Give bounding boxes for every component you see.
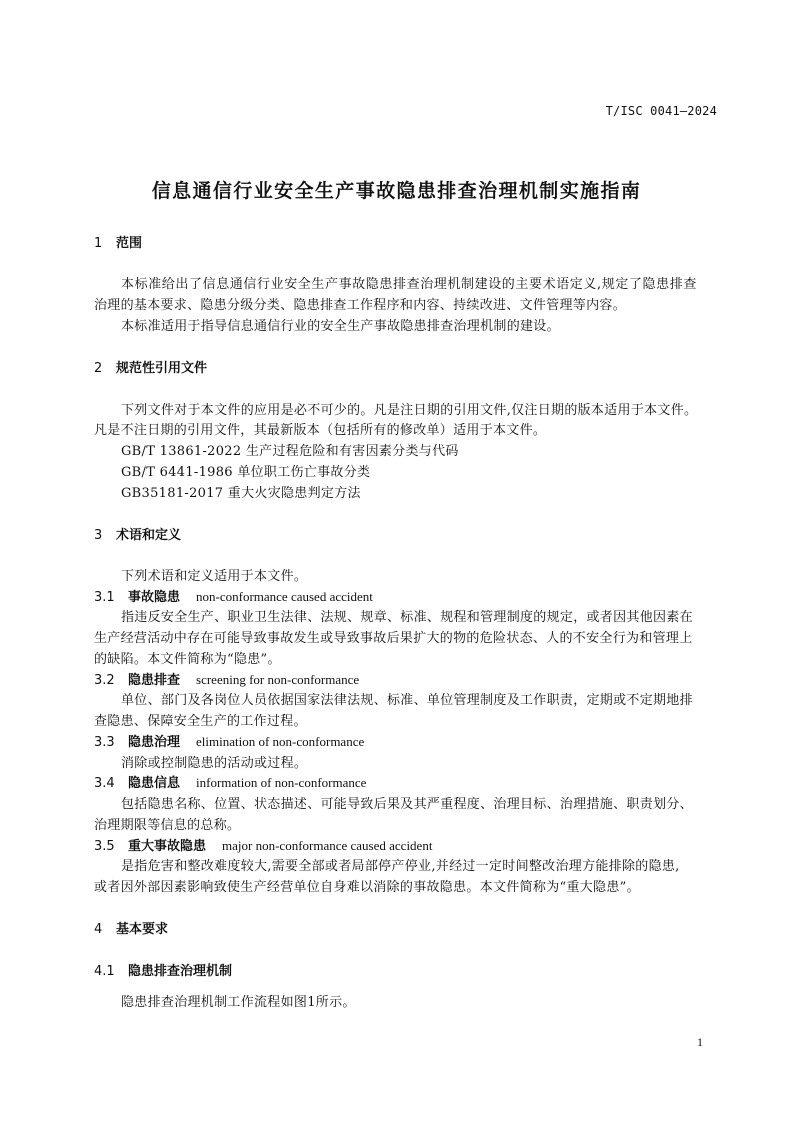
paragraph-line: 治理期限等信息的总称。: [94, 818, 241, 833]
section-3-heading: [94, 524, 181, 543]
paragraph-line: 包括隐患名称、位置、状态描述、可能导致后果及其严重程度、治理目标、治理措施、职责划分、: [121, 797, 693, 812]
paragraph-line: 消除或控制隐患的活动或过程。: [121, 756, 308, 771]
term-number: 3.5: [94, 839, 115, 854]
section-4-heading: [94, 918, 168, 937]
section-title: 范围: [116, 236, 143, 251]
term-english: major non-conformance caused accident: [222, 838, 433, 853]
term-3-3-heading: [94, 731, 364, 750]
term-number: 3.1: [94, 590, 115, 605]
paragraph-line: 本标准给出了信息通信行业安全生产事故隐患排查治理机制建设的主要术语定义,规定了隐患排查: [121, 277, 697, 292]
paragraph-line: 治理的基本要求、隐患分级分类、隐患排查工作程序和内容、持续改进、文件管理等内容。: [94, 298, 627, 313]
section-number: 3: [94, 528, 103, 543]
section-title: 基本要求: [116, 922, 169, 937]
section-1-heading: [94, 232, 142, 251]
term-3-1-heading: [94, 586, 373, 605]
reference-item: GB/T 6441-1986 单位职工伤亡事故分类: [121, 465, 371, 480]
term-3-2-heading: [94, 669, 359, 688]
paragraph-line: 凡是不注日期的引用文件，其最新版本（包括所有的修改单）适用于本文件。: [94, 423, 547, 438]
term-name: 隐患信息: [128, 776, 181, 791]
term-english: non-conformance caused accident: [196, 589, 373, 604]
term-3-5-heading: [94, 835, 432, 854]
paragraph-line: 或者因外部因素影响致使生产经营单位自身难以消除的事故隐患。本文件简称为“重大隐患”。: [94, 880, 640, 895]
section-title: 术语和定义: [116, 528, 182, 543]
term-name: 事故隐患: [128, 590, 181, 605]
section-number: 4: [94, 922, 103, 937]
section-number: 1: [94, 236, 103, 251]
subsection-4-1-heading: [94, 960, 232, 979]
reference-item: GB35181-2017 重大火灾隐患判定方法: [121, 486, 361, 501]
page-number: 1: [697, 1035, 703, 1049]
term-english: elimination of non-conformance: [196, 734, 365, 749]
paragraph-line: 单位、部门及各岗位人员依据国家法律法规、标准、单位管理制度及工作职责，定期或不定期地排: [121, 693, 693, 708]
term-english: screening for non-conformance: [196, 672, 360, 687]
term-name: 隐患排查: [128, 673, 181, 688]
paragraph-line: 隐患排查治理机制工作流程如图1所示。: [121, 995, 356, 1010]
paragraph-line: 的缺陷。本文件简称为“隐患”。: [94, 652, 281, 667]
paragraph-line: 下列文件对于本文件的应用是必不可少的。凡是注日期的引用文件,仅注日期的版本适用于本文件。: [121, 403, 698, 418]
term-name: 重大事故隐患: [128, 839, 207, 854]
document-title: 信息通信行业安全生产事故隐患排查治理机制实施指南: [151, 180, 642, 202]
paragraph-line: 本标准适用于指导信息通信行业的安全生产事故隐患排查治理机制的建设。: [121, 319, 560, 334]
term-name: 隐患治理: [128, 735, 181, 750]
paragraph-line: 是指危害和整改难度较大,需要全部或者局部停产停业,并经过一定时间整改治理方能排除的隐患,: [121, 859, 680, 874]
term-number: 3.2: [94, 673, 115, 688]
paragraph-line: 下列术语和定义适用于本文件。: [121, 569, 308, 584]
paragraph-line: 生产经营活动中存在可能导致事故发生或导致事故后果扩大的物的危险状态、人的不安全行为和管理上: [94, 631, 693, 646]
term-number: 3.4: [94, 776, 115, 791]
paragraph-line: 查隐患、保障安全生产的工作过程。: [94, 714, 307, 729]
reference-item: GB/T 13861-2022 生产过程危险和有害因素分类与代码: [121, 444, 459, 459]
term-english: information of non-conformance: [196, 775, 367, 790]
paragraph-line: 指违反安全生产、职业卫生法律、法规、规章、标准、规程和管理制度的规定，或者因其他因素在: [121, 610, 693, 625]
section-number: 2: [94, 361, 103, 376]
section-2-heading: [94, 357, 207, 376]
term-3-4-heading: [94, 772, 366, 791]
standard-number: T/ISC 0041—2024: [605, 104, 717, 118]
section-title: 规范性引用文件: [116, 361, 208, 376]
term-number: 3.3: [94, 735, 115, 750]
subsection-title: 隐患排查治理机制: [128, 964, 233, 979]
subsection-number: 4.1: [94, 964, 115, 979]
